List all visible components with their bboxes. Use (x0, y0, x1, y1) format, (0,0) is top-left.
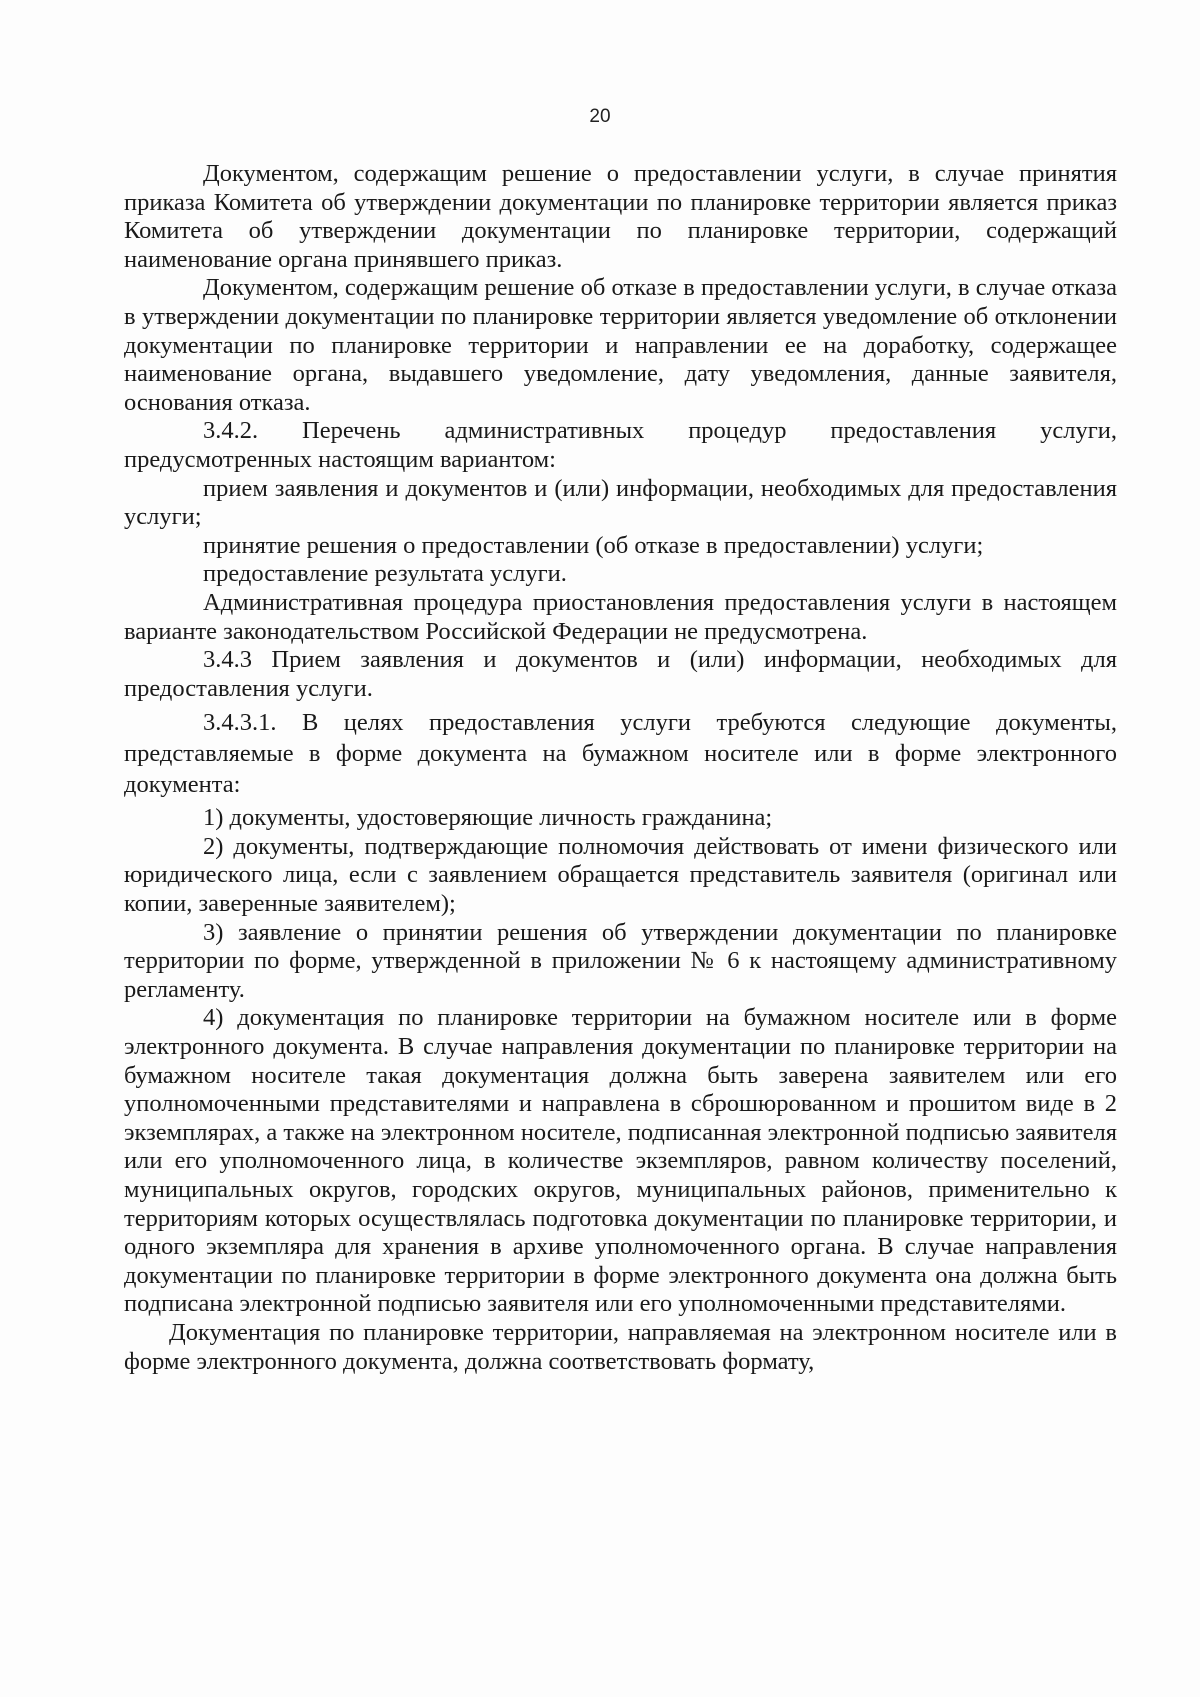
paragraph-procedures-list: 3.4.2. Перечень административных процедур предоставления услуги, предусмотренных настоящим вариантом: (124, 417, 1117, 473)
section-heading-3-4-3: 3.4.3 Прием заявления и документов и (или) информации, необходимых для предоставления услуги. (124, 646, 1117, 702)
list-item-doc-4: 4) документация по планировке территории на бумажном носителе или в форме электронного документа. В случае направления документации по планировке территории на бумажном носителе такая документация должна быть заверена заявителем или его уполномоченными представителями и направлена в сброшюрованном и прошитом виде в 2 экземплярах, а также на электронном носителе, подписанная электронной подписью заявителя или его уполномоченного лица, в количестве экземпляров, равном количеству поселений, муниципальных округов, городских округов, муниципальных районов, применительно к территориям которых осуществлялась подготовка документации по планировке территории, и одного экземпляра для хранения в архиве уполномоченного органа. В случае направления документации по планировке территории в форме электронного документа она должна быть подписана электронной подписью заявителя или его уполномоченными представителями. (124, 1004, 1117, 1318)
page-number: 20 (589, 106, 611, 127)
paragraph-electronic-format: Документация по планировке территории, направляемая на электронном носителе или в форме электронного документа, должна соответствовать формату, (124, 1318, 1117, 1375)
paragraph-suspension: Административная процедура приостановления предоставления услуги в настоящем варианте законодательством Российской Федерации не предусмотрена. (124, 588, 1117, 645)
list-item-doc-1: 1) документы, удостоверяющие личность гражданина; (203, 804, 773, 832)
paragraph-required-documents: 3.4.3.1. В целях предоставления услуги требуются следующие документы, представляемые в форме документа на бумажном носителе или в форме электронного документа: (124, 709, 1117, 799)
paragraph-refusal-document: Документом, содержащим решение об отказе в предоставлении услуги, в случае отказа в утверждении документации по планировке территории является уведомление об отклонении документации по планировке территории и направлении ее на доработку, содержащее наименование органа, выдавшего уведомление, дату уведомления, данные заявителя, основания отказа. (124, 274, 1117, 416)
list-item-result: предоставление результата услуги. (203, 560, 567, 588)
document-body (124, 160, 1117, 1376)
list-item-reception: прием заявления и документов и (или) информации, необходимых для предоставления услуги; (124, 474, 1117, 531)
list-item-doc-2: 2) документы, подтверждающие полномочия действовать от имени физического или юридического лица, если с заявлением обращается представитель заявителя (оригинал или копии, заверенные заявителем); (124, 832, 1117, 918)
paragraph-decision-document: Документом, содержащим решение о предоставлении услуги, в случае принятия приказа Комитета об утверждении документации по планировке территории является приказ Комитета об утверждении документации по планировке территории, содержащий наименование органа принявшего приказ. (124, 160, 1117, 273)
list-item-doc-3: 3) заявление о принятии решения об утверждении документации по планировке территории по форме, утвержденной в приложении № 6 к настоящему административному регламенту. (124, 918, 1117, 1003)
list-item-decision: принятие решения о предоставлении (об отказе в предоставлении) услуги; (203, 531, 984, 559)
